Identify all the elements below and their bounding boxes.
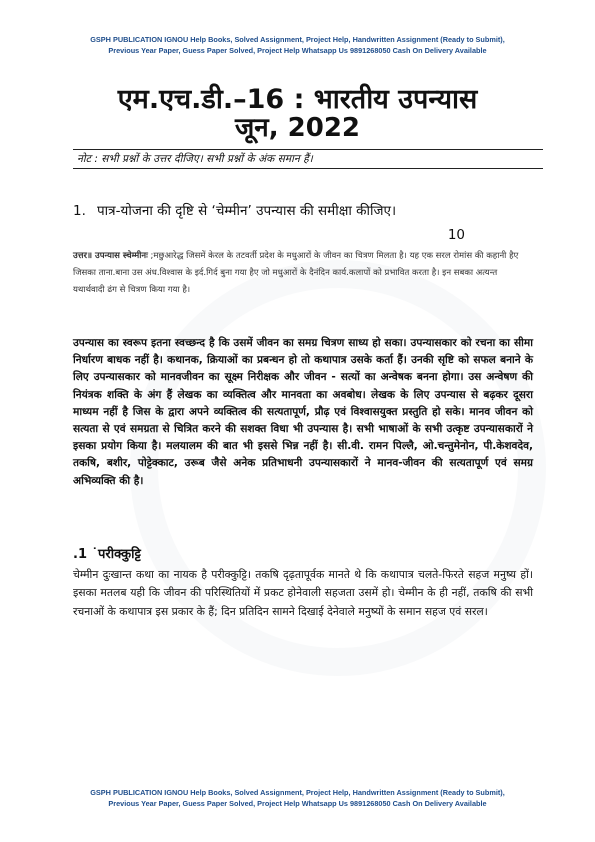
answer-lead: उत्तर॥ उपन्यास स्चेम्मीनः [73, 251, 148, 261]
document-subtitle: जून, 2022 [234, 113, 360, 143]
footer-banner [0, 787, 595, 809]
question-marks: 10 [447, 227, 465, 243]
footer-banner-line-1: GSPH PUBLICATION IGNOU Help Books, Solved Assignment, Project Help, Handwritten Assignment (Ready to Submit), [90, 788, 505, 797]
document-title: एम.एच.डी.–16 : भारतीय उपन्यास [117, 84, 478, 115]
answer-body-paragraph: उपन्यास का स्वरूप इतना स्वच्छन्द है कि उसमें जीवन का समग्र चित्रण साध्य हो सका। उपन्यासकार को रचना का सीमा निर्धारण बाधक नहीं है। कथानक, क्रियाओं का प्रबन्धन हो तो कथापात्र उसके कर्ता हैं। उनकी सृष्टि को सफल बनाने के लिए उपन्यासकार को मानवजीवन का सूक्ष्म निरीक्षक और जीवन - सत्यों का अन्वेषक बनना होगा। उस अन्वेषण की नियंत्रक शक्ति के अंग हैं लेखक का व्यक्तित्व और मानवता का अवबोध। लेखक के लिए उपन्यास से बढ़कर दूसरा माध्यम नहीं है जिस के द्वारा अपने व्यक्तित्व की सत्यतापूर्ण, प्रौढ़ एवं विश्वासयुक्त प्रस्तुति हो सके। मानव जीवन को सत्यता से एवं समग्रता से चित्रित करने की सशक्त विधा भी उपन्यास है। सभी भाषाओं के सभी उत्कृष्ट उपन्यासकारों ने इसका प्रयोग किया है। मलयालम की बात भी इससे भिन्न नहीं है। सी.वी. रामन पिल्लै, ओ.चन्तुमेनोन, पी.केशवदेव, तकषि, बशीर, पोट्टेक्काट, उरूब जैसे अनेक प्रतिभाधनी उपन्यासकारों ने मानव-जीवन की सत्यतापूर्ण एवं समग्र अभिव्यक्ति की है। [73, 337, 533, 487]
header-banner-line-1: GSPH PUBLICATION IGNOU Help Books, Solved Assignment, Project Help, Handwritten Assignment (Ready to Submit), [90, 35, 505, 44]
header-banner-line-2: Previous Year Paper, Guess Paper Solved, Project Help Whatsapp Us 9891268050 Cash On Delivery Available [108, 46, 487, 55]
footer-banner-line-2: Previous Year Paper, Guess Paper Solved, Project Help Whatsapp Us 9891268050 Cash On Delivery Available [108, 799, 487, 808]
question-block [73, 199, 465, 243]
section-paragraph: चेम्मीन दुःखान्त कथा का नायक है परीक्कुट्टि। तकषि दृढ़तापूर्वक मानते थे कि कथापात्र चलते-फिरते सहज मनुष्य हों। इसका मतलब यही कि जीवन की परिस्थितियों में प्रकट होनेवाली सहजता उसमें हो। चेम्मीन के ही नहीं, तकषि की सभी रचनाओं के कथापात्र इस प्रकार के हैं; दिन प्रतिदिन सामने दिखाई देनेवाले मनुष्यों के समान सहज एवं सरल। [73, 568, 533, 618]
header-banner [0, 34, 595, 56]
answer-intro-text: ;मछुआरेद्ध जिसमें केरल के तटवर्ती प्रदेश के मधुआरों के जीवन का चित्रण मिलता है। यह एक सरल रोमांस की कहानी हैए जिसका ताना.बाना उस अंध.विश्वास के इर्द.गिर्द बुना गया हैए जो मधुआरों के दैनंदिन कार्य.कलापों को प्रभावित करता है। इन सबका अत्यन्त यथार्थवादी ढंग से चित्रण किया गया है। [73, 251, 519, 295]
answer-intro [73, 248, 528, 299]
question-text: पात्र-योजना की दृष्टि से ‘चेम्मीन’ उपन्यास की समीक्षा कीजिए। [97, 203, 397, 219]
question-number: 1. [73, 203, 86, 219]
instructions-note: नोट : सभी प्रश्नों के उत्तर दीजिए। सभी प्रश्नों के अंक समान हैं। [73, 149, 543, 169]
section-heading: .1 ˙परीक्कुट्टि [73, 547, 141, 562]
